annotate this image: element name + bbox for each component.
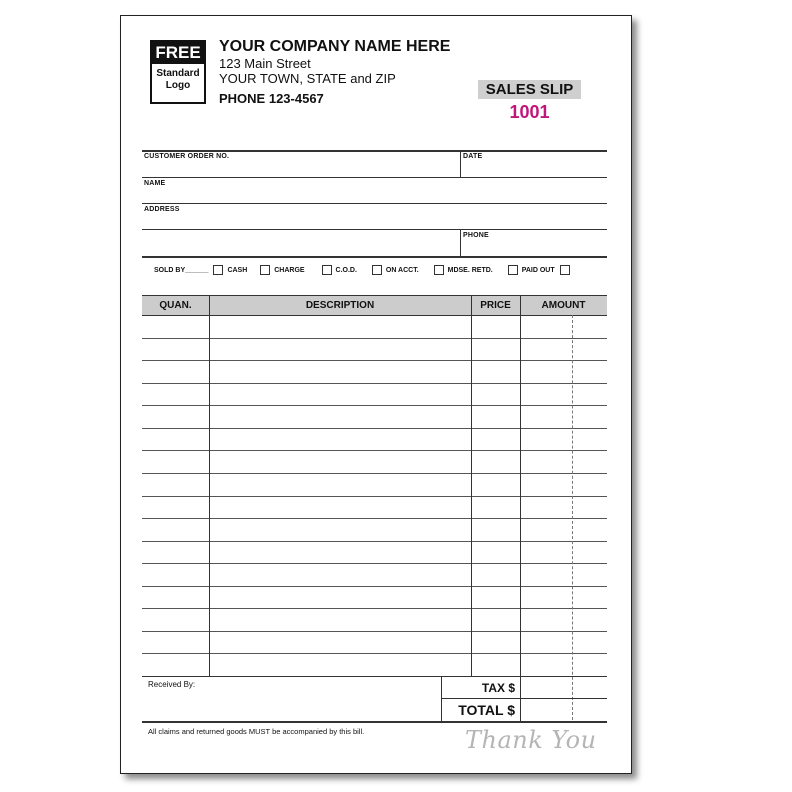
on-account-label: ON ACCT. [385, 266, 419, 274]
phone-divider [460, 229, 461, 257]
claims-notice: All claims and returned goods MUST be accompanied by this bill. [148, 727, 365, 736]
table-row[interactable] [142, 518, 607, 519]
table-row[interactable] [142, 586, 607, 587]
table-row[interactable] [142, 338, 607, 339]
slip-number: 1001 [509, 102, 550, 122]
col-quan: QUAN. [159, 300, 192, 311]
price-divider [520, 295, 521, 676]
phone-line[interactable] [142, 256, 607, 258]
name-line[interactable] [142, 203, 607, 204]
phone-label: PHONE [463, 232, 489, 239]
company-phone: PHONE 123-4567 [219, 91, 324, 106]
cash-checkbox[interactable] [213, 265, 223, 275]
charge-checkbox[interactable] [260, 265, 270, 275]
col-description: DESCRIPTION [305, 300, 375, 311]
order-line[interactable] [142, 177, 607, 178]
logo-badge: FREE [152, 42, 204, 64]
company-name: YOUR COMPANY NAME HERE [219, 38, 451, 55]
logo-box [150, 40, 206, 104]
slip-title: SALES SLIP [478, 80, 581, 99]
table-row[interactable] [142, 383, 607, 384]
company-street: 123 Main Street [219, 56, 311, 71]
table-row[interactable] [142, 405, 607, 406]
tax-label: TAX $ [481, 681, 515, 695]
table-row[interactable] [142, 428, 607, 429]
on-account-checkbox[interactable] [372, 265, 382, 275]
payment-row [154, 265, 574, 275]
paid-out-label: PAID OUT [521, 266, 555, 274]
total-label: TOTAL $ [458, 702, 515, 718]
table-row[interactable] [142, 563, 607, 564]
table-row[interactable] [142, 360, 607, 361]
info-top-line [142, 150, 607, 152]
logo-line1: Standard [156, 68, 200, 79]
address-label: ADDRESS [144, 206, 180, 213]
table-bottom-line [142, 676, 607, 677]
table-row[interactable] [142, 608, 607, 609]
charge-label: CHARGE [274, 266, 305, 274]
order-no-label: CUSTOMER ORDER NO. [144, 153, 230, 160]
table-row[interactable] [142, 473, 607, 474]
received-by-label: Received By: [148, 680, 196, 689]
address-line[interactable] [142, 229, 607, 230]
col-price: PRICE [480, 300, 511, 311]
table-row[interactable] [142, 631, 607, 632]
col-amount: AMOUNT [541, 300, 586, 311]
tax-line [441, 698, 607, 699]
paid-out-checkbox-left[interactable] [508, 265, 518, 275]
footer-line [142, 721, 607, 723]
date-label: DATE [463, 153, 483, 160]
table-row[interactable] [142, 541, 607, 542]
sales-slip-form [120, 15, 632, 774]
quan-divider [209, 295, 210, 676]
name-label: NAME [144, 180, 166, 187]
table-row[interactable] [142, 496, 607, 497]
logo-text [152, 68, 204, 92]
logo-line2: Logo [165, 80, 191, 91]
company-city: YOUR TOWN, STATE and ZIP [219, 71, 396, 86]
paid-out-checkbox[interactable] [560, 265, 570, 275]
desc-divider [471, 295, 472, 676]
cod-checkbox[interactable] [322, 265, 332, 275]
thank-you-script: Thank You [465, 726, 597, 754]
cod-label: C.O.D. [335, 266, 357, 274]
cash-label: CASH [227, 266, 248, 274]
table-header [142, 295, 607, 316]
date-divider [460, 151, 461, 177]
company-info [219, 38, 450, 107]
mdse-retd-label: MDSE. RETD. [447, 266, 493, 274]
mdse-retd-checkbox[interactable] [434, 265, 444, 275]
table-row[interactable] [142, 653, 607, 654]
table-row[interactable] [142, 450, 607, 451]
cents-divider [572, 315, 573, 720]
sold-by-label: SOLD BY______ [154, 266, 209, 274]
